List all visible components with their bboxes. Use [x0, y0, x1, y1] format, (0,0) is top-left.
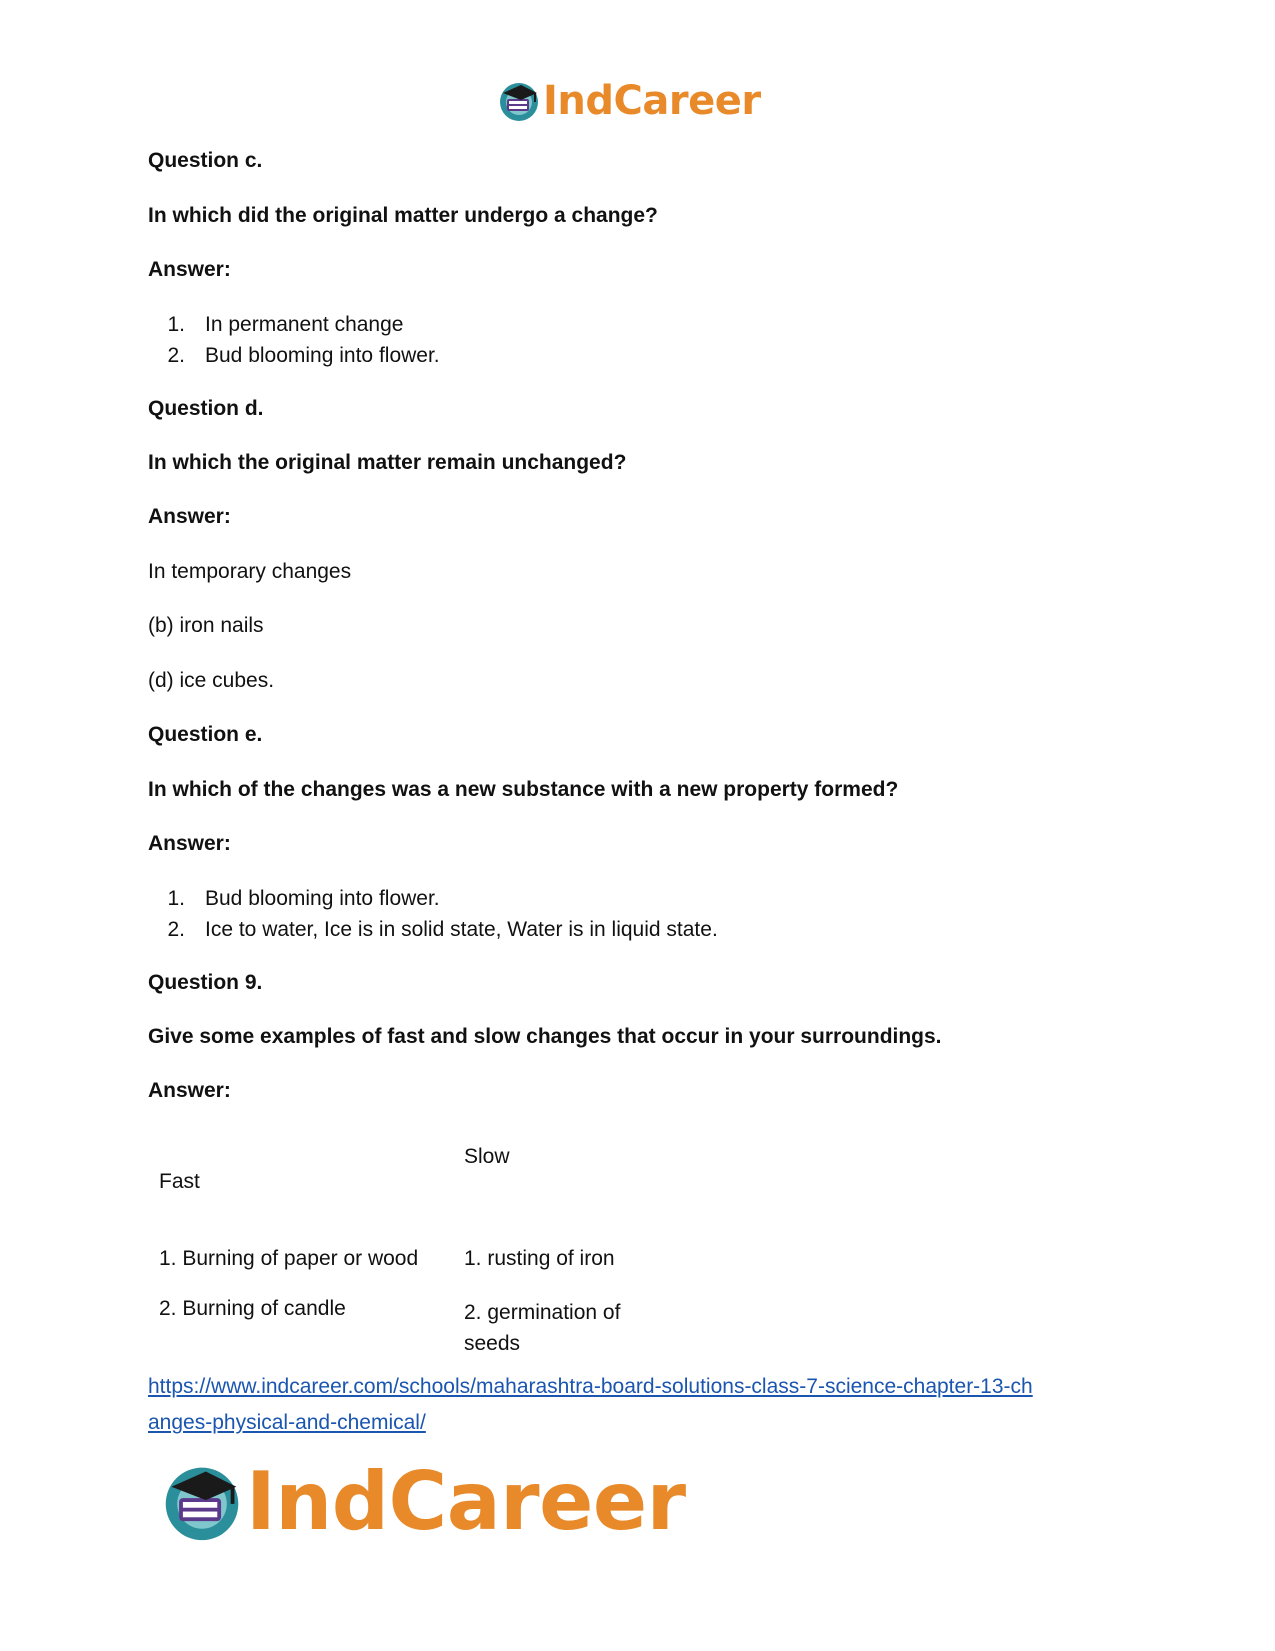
- question-d-text: In which the original matter remain unchanged?: [148, 451, 627, 474]
- list-item: 2. Bud blooming into flower.: [167, 344, 440, 367]
- brand-name: IndCareer: [543, 78, 761, 124]
- answer-line: (b) iron nails: [148, 614, 264, 637]
- question-e-label: Question e.: [148, 723, 263, 746]
- question-d-label: Question d.: [148, 397, 264, 420]
- table-cell: 1. Burning of paper or wood: [159, 1247, 419, 1270]
- table-header-fast: Fast: [159, 1170, 200, 1193]
- table-cell: 2. Burning of candle: [159, 1297, 346, 1320]
- header-logo: [497, 78, 761, 124]
- question-c-answer-list: [148, 309, 440, 371]
- graduation-cap-book-icon: [497, 79, 541, 123]
- table-cell: 1. rusting of iron: [464, 1247, 615, 1270]
- question-9-answer-label: Answer:: [148, 1079, 231, 1102]
- graduation-cap-book-icon: [160, 1460, 244, 1544]
- brand-name: IndCareer: [246, 1455, 686, 1548]
- question-e-text: In which of the changes was a new substance with a new property formed?: [148, 778, 899, 801]
- question-c-label: Question c.: [148, 149, 263, 172]
- question-9-text: Give some examples of fast and slow changes that occur in your surroundings.: [148, 1025, 942, 1048]
- footer-logo: [160, 1455, 686, 1548]
- source-link[interactable]: [148, 1369, 1033, 1441]
- question-c-answer-label: Answer:: [148, 258, 231, 281]
- answer-line: In temporary changes: [148, 560, 352, 583]
- question-9-label: Question 9.: [148, 971, 263, 994]
- list-item: 1. In permanent change: [167, 313, 404, 336]
- question-e-answer-label: Answer:: [148, 832, 231, 855]
- table-header-slow: Slow: [464, 1145, 510, 1168]
- question-d-answer-label: Answer:: [148, 505, 231, 528]
- question-c-text: In which did the original matter undergo a change?: [148, 204, 658, 227]
- answer-line: (d) ice cubes.: [148, 669, 275, 692]
- table-cell: 2. germination of seeds: [464, 1301, 621, 1355]
- question-e-answer-list: [148, 883, 718, 945]
- list-item: 2. Ice to water, Ice is in solid state, Water is in liquid state.: [167, 918, 718, 941]
- source-link-line-1[interactable]: https://www.indcareer.com/schools/maharashtra-board-solutions-class-7-science-chapter-13-ch: [148, 1375, 1033, 1398]
- source-link-line-2[interactable]: anges-physical-and-chemical/: [148, 1411, 426, 1434]
- list-item: 1. Bud blooming into flower.: [167, 887, 440, 910]
